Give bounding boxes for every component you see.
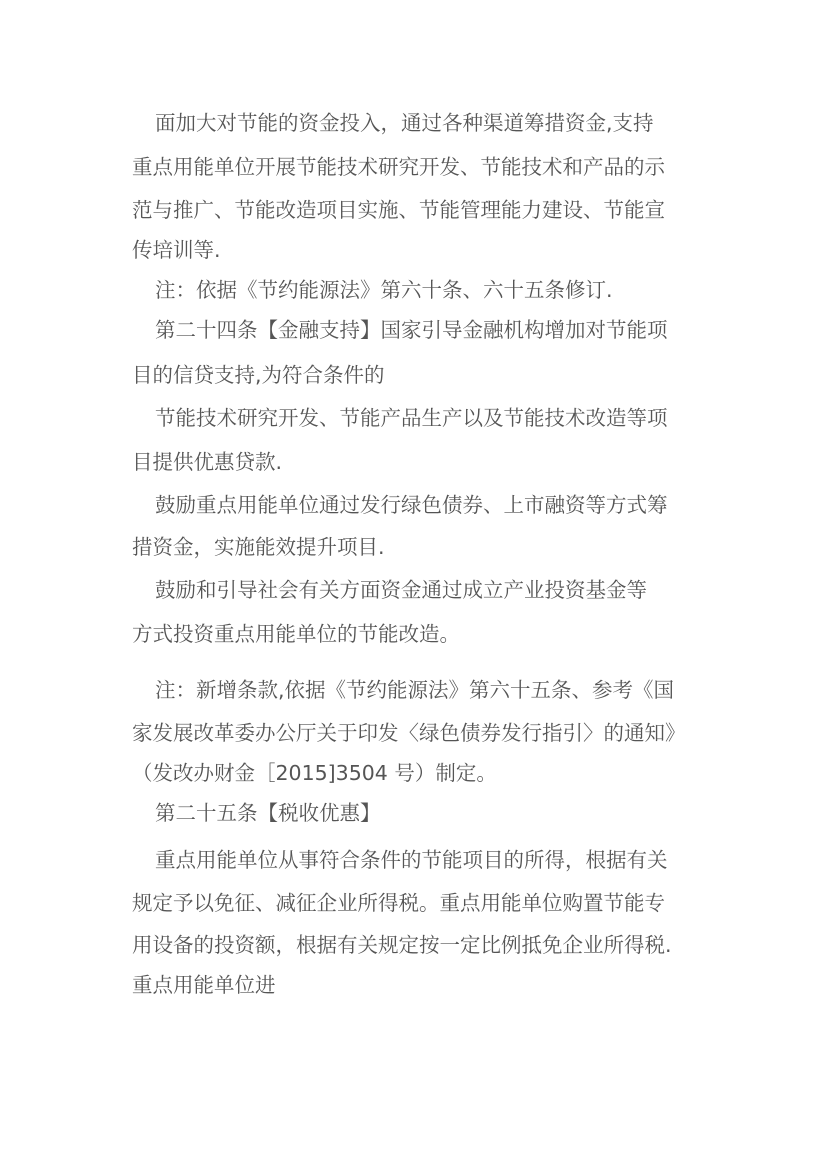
text-line: 节能技术研究开发、节能产品生产以及节能技术改造等项 xyxy=(155,406,668,430)
text-line: 目的信贷支持,为符合条件的 xyxy=(132,363,385,387)
text-line: 面加大对节能的资金投入，通过各种渠道筹措资金,支持 xyxy=(155,111,654,135)
text-line: 鼓励重点用能单位通过发行绿色债券、上市融资等方式筹 xyxy=(155,493,668,517)
text-line: 重点用能单位进 xyxy=(132,973,276,997)
text-line: 用设备的投资额，根据有关规定按一定比例抵免企业所得税. xyxy=(132,933,672,957)
text-line: 措资金，实施能效提升项目. xyxy=(132,535,385,559)
text-line: 鼓励和引导社会有关方面资金通过成立产业投资基金等 xyxy=(155,578,647,602)
text-line: 重点用能单位从事符合条件的节能项目的所得，根据有关 xyxy=(155,848,668,872)
text-line: 第二十五条【税收优惠】 xyxy=(155,801,381,825)
text-line: 注：依据《节约能源法》第六十条、六十五条修订. xyxy=(155,278,613,302)
text-line: 规定予以免征、减征企业所得税。重点用能单位购置节能专 xyxy=(132,891,665,915)
text-line: 目提供优惠贷款. xyxy=(132,450,283,474)
text-line: 第二十四条【金融支持】国家引导金融机构增加对节能项 xyxy=(155,318,668,342)
text-line: （发改办财金［2015]3504 号）制定。 xyxy=(132,761,497,785)
text-line: 家发展改革委办公厅关于印发〈绿色债券发行指引〉的通知》 xyxy=(132,721,686,745)
text-line: 重点用能单位开展节能技术研究开发、节能技术和产品的示 xyxy=(132,155,665,179)
text-line: 注：新增条款,依据《节约能源法》第六十五条、参考《国 xyxy=(155,678,675,702)
text-line: 范与推广、节能改造项目实施、节能管理能力建设、节能宣 xyxy=(132,198,665,222)
text-line: 传培训等. xyxy=(132,238,221,262)
text-line: 方式投资重点用能单位的节能改造。 xyxy=(132,622,460,646)
